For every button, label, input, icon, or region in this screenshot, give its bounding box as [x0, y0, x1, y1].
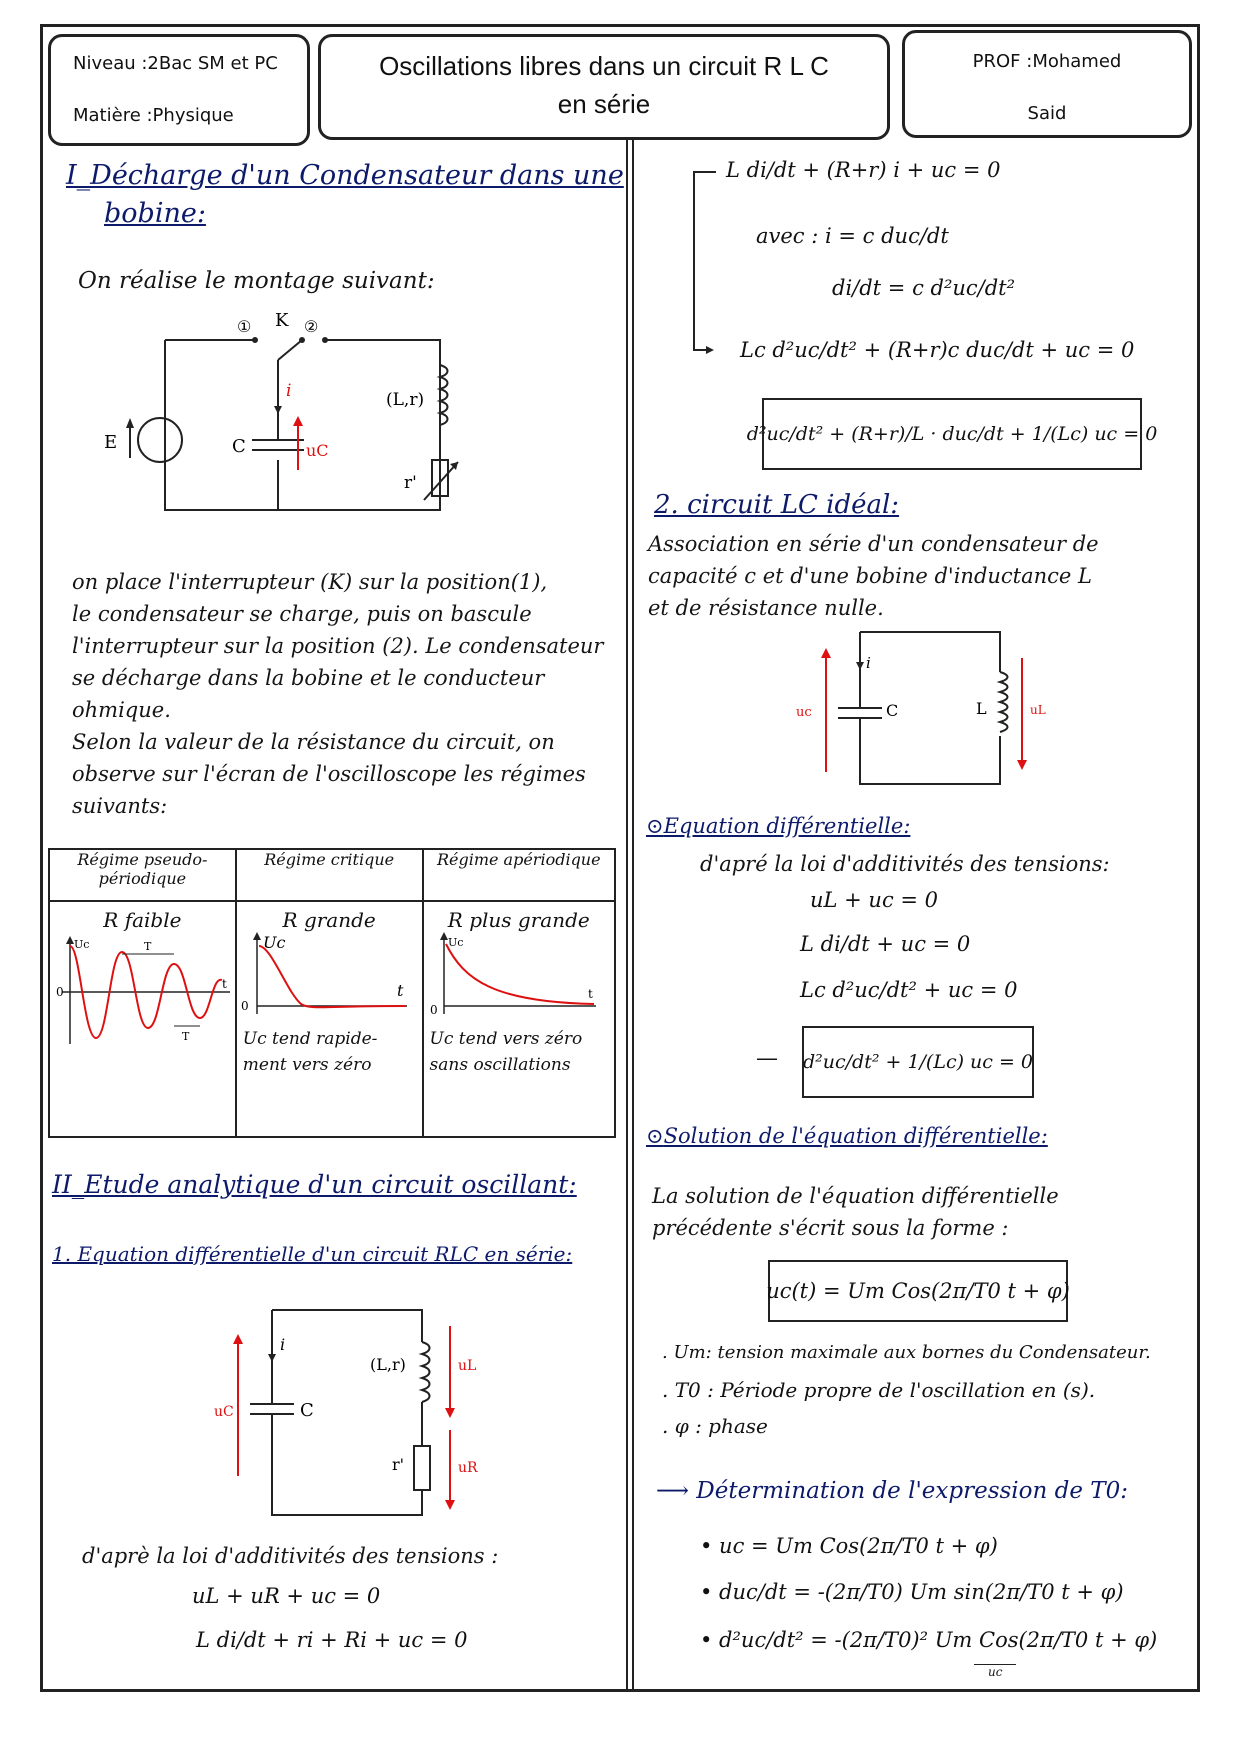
- bullet-um: . Um: tension maximale aux bornes du Condensateur.: [662, 1342, 1151, 1363]
- det-title-text: Détermination de l'expression de T0:: [696, 1478, 1128, 1504]
- circuit-lc-diagram: [790, 624, 1050, 794]
- para-line: ohmique.: [72, 698, 171, 722]
- lc-line: Association en série d'un condensateur de: [648, 532, 1099, 556]
- para-line: le condensateur se charge, puis on bascule: [72, 602, 532, 626]
- uc-label: uC: [306, 441, 329, 460]
- para-line: Selon la valeur de la résistance du circuit, on: [72, 730, 555, 754]
- dash-mark: —: [756, 1046, 778, 1071]
- c2-c-label: C: [300, 1400, 314, 1421]
- desc-aperiodique-1: Uc tend vers zéro: [429, 1029, 583, 1049]
- rprime-label: r': [404, 473, 417, 493]
- header-aperiodique: Régime apériodique: [423, 849, 615, 901]
- para-line: on place l'interrupteur (K) sur la position(1),: [72, 570, 548, 594]
- critique-uc: Uc: [262, 933, 286, 952]
- title-line-2: en série: [557, 89, 651, 119]
- graph-critical: [237, 932, 421, 1022]
- current-arrow: [274, 406, 282, 414]
- header-prof-box: [902, 30, 1192, 138]
- c3-i-label: i: [866, 654, 871, 672]
- para-line: se décharge dans la bobine et le conducteur: [72, 666, 545, 690]
- solution-title: [646, 1124, 1048, 1148]
- sol-line: précédente s'écrit sous la forme :: [652, 1216, 1009, 1240]
- lr-label: (L,r): [386, 390, 425, 410]
- lc-section-title: 2. circuit LC idéal:: [654, 490, 900, 520]
- det-eq-3: • d²uc/dt² = -(2π/T0)² Um Cos(2π/T0 t + φ): [700, 1628, 1158, 1652]
- i-label: i: [286, 381, 292, 401]
- title-line-1: Oscillations libres dans un circuit R L C: [379, 51, 829, 81]
- equation-diff-title: [646, 814, 910, 838]
- para-line: suivants:: [72, 794, 168, 818]
- left-eq-2: L di/dt + ri + Ri + uc = 0: [196, 1628, 468, 1652]
- pseudo-uc: Uc: [74, 938, 90, 951]
- solution-text: [652, 1180, 1059, 1244]
- para-line: l'interrupteur sur la position (2). Le condensateur: [72, 634, 604, 658]
- c2-ul-label: uL: [458, 1358, 477, 1374]
- det-under-label: uc: [974, 1664, 1016, 1679]
- right-eq-top: L di/dt + (R+r) i + uc = 0: [726, 158, 1001, 182]
- det-eq-1: • uc = Um Cos(2π/T0 t + φ): [700, 1534, 998, 1558]
- determination-title: [656, 1478, 1128, 1504]
- caption-critique: R grande: [282, 908, 376, 932]
- matiere-label: Matière :Physique: [73, 105, 234, 126]
- arrow-right-icon: ⟶: [656, 1478, 689, 1504]
- lc-line: et de résistance nulle.: [648, 596, 884, 620]
- sol-title-text: Solution de l'équation différentielle:: [663, 1124, 1048, 1148]
- avec-line-1: avec : i = c duc/dt: [756, 224, 949, 248]
- aperiodique-zero: 0: [429, 1003, 438, 1017]
- critique-zero: 0: [240, 999, 249, 1013]
- regimes-table: [48, 848, 616, 1138]
- pseudo-t: t: [222, 977, 227, 991]
- niveau-label: Niveau :2Bac SM et PC: [73, 53, 278, 74]
- pseudo-zero: 0: [56, 985, 64, 999]
- column-divider: [626, 138, 634, 1692]
- c2-i-label: i: [280, 1335, 286, 1354]
- sol-line: La solution de l'équation différentielle: [652, 1184, 1059, 1208]
- prof-label: PROF :Mohamed: [972, 51, 1122, 72]
- section-1-title: I_Décharge d'un Condensateur dans une: [66, 160, 624, 191]
- desc-critique-1: Uc tend rapide-: [242, 1029, 378, 1049]
- circle-bullet-icon: ⊙: [646, 814, 664, 838]
- aperiodique-uc: Uc: [447, 936, 463, 949]
- aperiodique-t: t: [587, 987, 593, 1001]
- circuit-1-diagram: [90, 310, 490, 530]
- bracket-arrow: [680, 164, 720, 364]
- para-line: observe sur l'écran de l'oscilloscope les régimes: [72, 762, 586, 786]
- intro-text: On réalise le montage suivant:: [78, 268, 435, 294]
- boxed-equation-3: uc(t) = Um Cos(2π/T0 t + φ): [768, 1260, 1068, 1322]
- caption-aperiodique: R plus grande: [447, 908, 590, 932]
- cell-aperiodique: [423, 901, 615, 1137]
- ed-eq-3: Lc d²uc/dt² + uc = 0: [800, 978, 1018, 1002]
- ed-eq-1: uL + uc = 0: [810, 888, 939, 912]
- avec-line-2: di/dt = c d²uc/dt²: [832, 276, 1016, 300]
- prof-name: Said: [1027, 103, 1067, 124]
- c3-uc-label: uc: [796, 705, 812, 720]
- pseudo-T1: T: [144, 940, 152, 953]
- c3-l-label: L: [976, 699, 987, 718]
- section-1-title-cont: bobine:: [104, 198, 206, 229]
- header-level-box: [48, 34, 310, 146]
- ed-text: d'apré la loi d'additivités des tensions:: [700, 852, 1110, 876]
- right-eq-sub: Lc d²uc/dt² + (R+r)c duc/dt + uc = 0: [740, 338, 1135, 362]
- det-eq-2: • duc/dt = -(2π/T0) Um sin(2π/T0 t + φ): [700, 1580, 1124, 1604]
- desc-critique-2: ment vers zéro: [242, 1055, 372, 1075]
- bullet-t0: . T0 : Période propre de l'oscillation en (s).: [662, 1378, 1096, 1402]
- pos-2-label: ②: [304, 317, 319, 336]
- c2-lr-label: (L,r): [370, 1355, 406, 1374]
- lc-description: [648, 528, 1099, 624]
- cell-pseudo: [49, 901, 236, 1137]
- boxed-equation-2: d²uc/dt² + 1/(Lc) uc = 0: [802, 1026, 1034, 1098]
- c3-c-label: C: [886, 701, 899, 720]
- description-paragraph: [72, 566, 603, 822]
- c2-rp-label: r': [392, 1455, 405, 1474]
- lc-line: capacité c et d'une bobine d'inductance L: [648, 564, 1092, 588]
- graph-pseudo-periodic: [50, 932, 234, 1052]
- subsection-1-title: 1. Equation différentielle d'un circuit RLC en série:: [52, 1242, 573, 1266]
- header-critique: Régime critique: [236, 849, 423, 901]
- section-2-title: II_Etude analytique d'un circuit oscillant:: [52, 1170, 577, 1199]
- boxed-equation-1: d²uc/dt² + (R+r)/L · duc/dt + 1/(Lc) uc = 0: [762, 398, 1142, 470]
- page-title: [321, 47, 887, 123]
- c2-ur-label: uR: [458, 1460, 478, 1476]
- circuit-2-diagram: [210, 1300, 490, 1530]
- critique-t: t: [396, 981, 404, 1000]
- bullet-phi: . φ : phase: [662, 1414, 768, 1438]
- c2-uc-label: uC: [214, 1404, 234, 1420]
- desc-aperiodique-2: sans oscillations: [429, 1055, 571, 1075]
- c-label: C: [232, 436, 246, 457]
- e-label: E: [104, 432, 118, 453]
- header-title-box: [318, 34, 890, 140]
- header-pseudo: Régime pseudo-périodique: [49, 849, 236, 901]
- ed-title-text: Equation différentielle:: [663, 814, 911, 838]
- circle-bullet-icon-2: ⊙: [646, 1124, 664, 1148]
- pseudo-T2: T: [182, 1030, 190, 1043]
- switch-k-label: K: [275, 310, 289, 331]
- left-eq-1: uL + uR + uc = 0: [192, 1584, 381, 1608]
- ed-eq-2: L di/dt + uc = 0: [800, 932, 971, 956]
- caption-pseudo: R faible: [103, 908, 182, 932]
- c3-ul-label: uL: [1030, 703, 1046, 717]
- cell-critique: [236, 901, 423, 1137]
- pos-1-label: ①: [237, 317, 252, 336]
- graph-aperiodic: [424, 932, 608, 1022]
- additivity-text: d'aprè la loi d'additivités des tensions :: [82, 1544, 499, 1568]
